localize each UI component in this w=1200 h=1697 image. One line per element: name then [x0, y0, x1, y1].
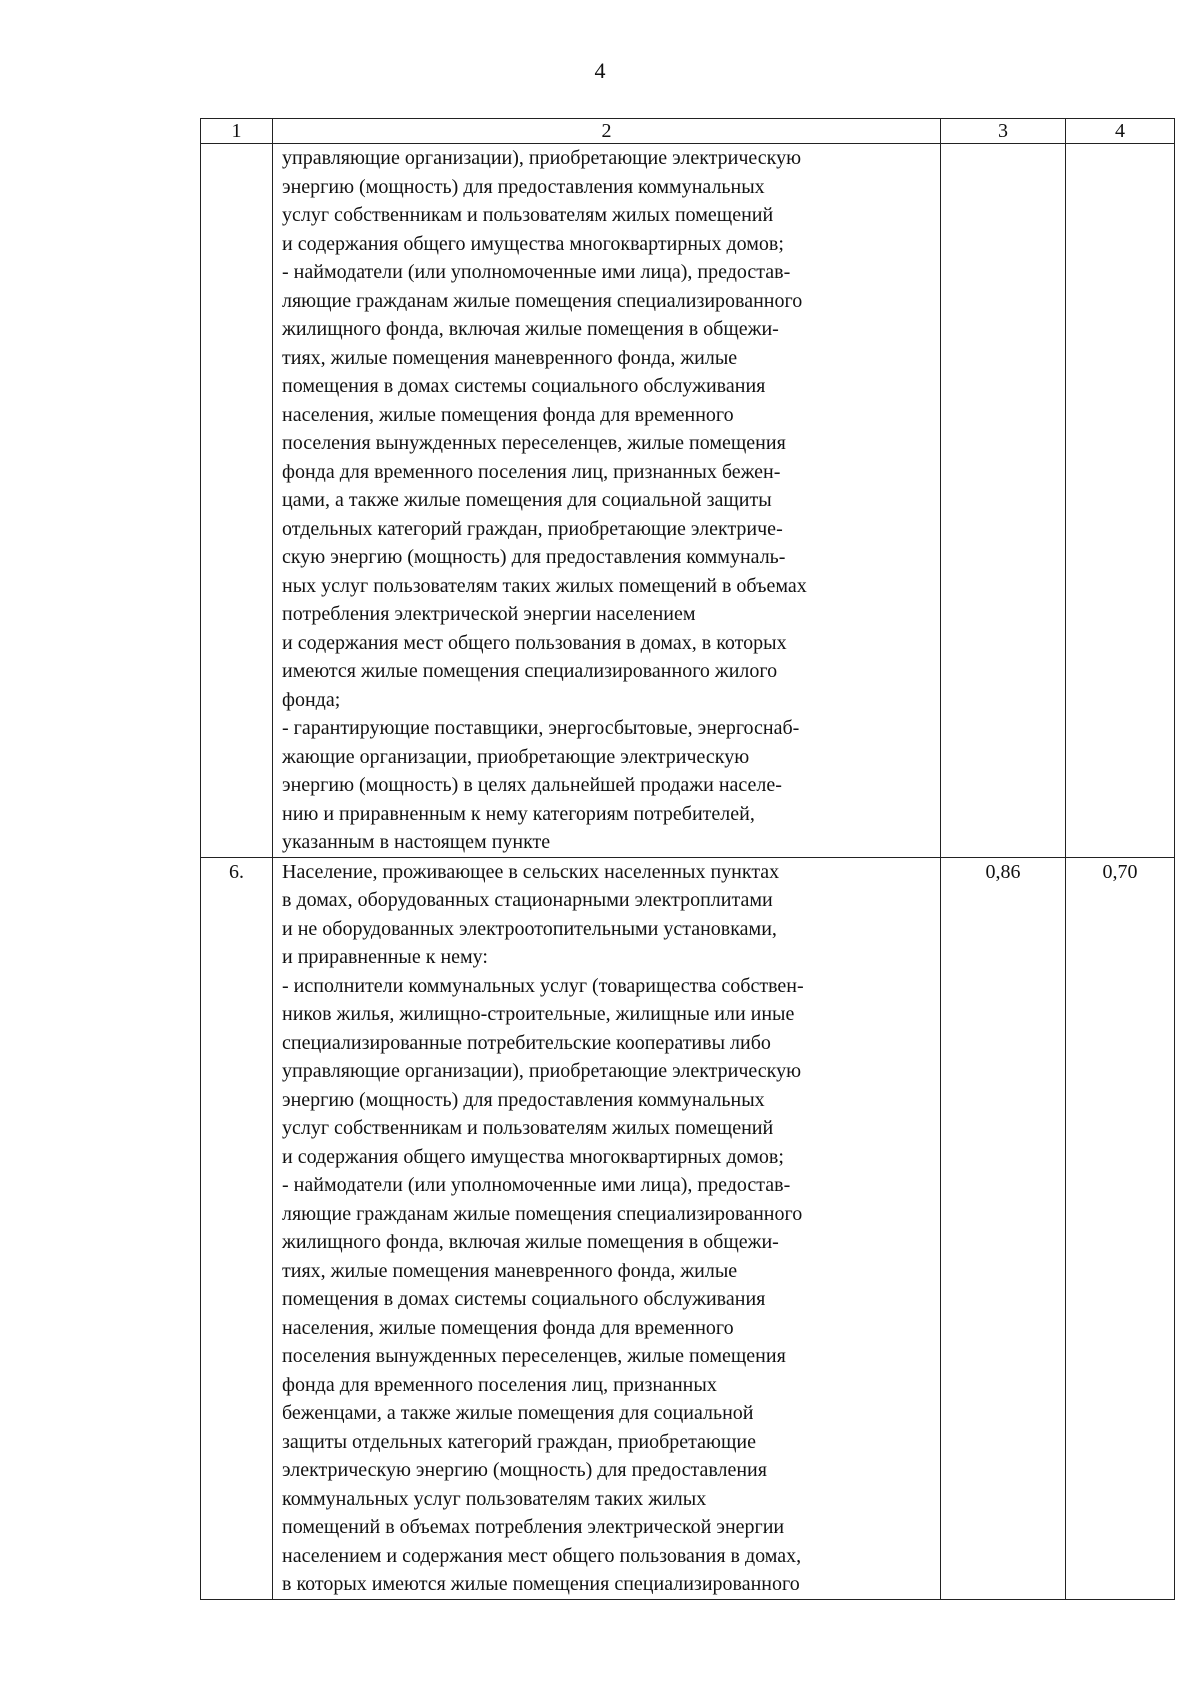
text-line: и приравненные к нему:	[282, 946, 488, 968]
text-line: населения, жилые помещения фонда для временного	[282, 403, 734, 426]
text-line: - исполнители коммунальных услуг (товарищества собствен-	[282, 974, 804, 997]
text-line: скую энергию (мощность) для предоставления коммуналь-	[282, 546, 786, 568]
text-line: - наймодатели (или уполномоченные ими лица), предостав-	[282, 261, 791, 283]
text-line: Население, проживающее в сельских населенных пунктах	[282, 860, 780, 883]
text-line: ных услуг пользователям таких жилых помещений в объемах	[282, 574, 807, 597]
text-line: ляющие гражданам жилые помещения специализированного	[282, 1202, 803, 1225]
text-line: управляющие организации), приобретающие электрическую	[282, 1060, 802, 1082]
text-line: потребления электрической энергии населением	[282, 603, 696, 625]
header-col-3: 3	[941, 119, 1066, 144]
text-line: - наймодатели (или уполномоченные ими лица), предостав-	[282, 1174, 791, 1196]
text-line: коммунальных услуг пользователям таких жилых	[282, 1487, 707, 1510]
text-line: и содержания мест общего пользования в домах, в которых	[282, 631, 787, 654]
text-line: ников жилья, жилищно-строительные, жилищные или иные	[282, 1003, 795, 1025]
text-line: поселения вынужденных переселенцев, жилые помещения	[282, 432, 786, 454]
text-line: фонда для временного поселения лиц, признанных	[282, 1373, 717, 1396]
text-line: поселения вынужденных переселенцев, жилые помещения	[282, 1345, 786, 1367]
text-line: жающие организации, приобретающие электрическую	[282, 745, 750, 768]
text-line: беженцами, а также жилые помещения для социальной	[282, 1402, 754, 1424]
text-line: тиях, жилые помещения маневренного фонда, жилые	[282, 346, 738, 369]
text-line: отдельных категорий граждан, приобретающие электриче-	[282, 517, 783, 540]
text-line: помещения в домах системы социального обслуживания	[282, 375, 766, 397]
row-value-col4	[1066, 144, 1175, 858]
text-line: и не оборудованных электроотопительными установками,	[282, 917, 777, 940]
text-line: указанным в настоящем пункте	[282, 831, 551, 853]
header-col-1: 1	[201, 119, 273, 144]
text-line: и содержания общего имущества многоквартирных домов;	[282, 1145, 784, 1168]
text-line: услуг собственникам и пользователям жилых помещений	[282, 204, 774, 226]
text-line: специализированные потребительские кооперативы либо	[282, 1031, 771, 1054]
text-line: ляющие гражданам жилые помещения специализированного	[282, 289, 803, 312]
text-line: имеются жилые помещения специализированного жилого	[282, 660, 778, 682]
text-line: фонда;	[282, 688, 341, 711]
text-line: фонда для временного поселения лиц, признанных бежен-	[282, 460, 781, 483]
header-col-4: 4	[1066, 119, 1175, 144]
row-value-col3: 0,86	[941, 857, 1066, 1599]
text-line: в которых имеются жилые помещения специализированного	[282, 1573, 800, 1595]
text-line: помещения в домах системы социального обслуживания	[282, 1288, 766, 1310]
text-line: населения, жилые помещения фонда для временного	[282, 1316, 734, 1339]
text-line: помещений в объемах потребления электрической энергии	[282, 1516, 785, 1538]
text-line: тиях, жилые помещения маневренного фонда, жилые	[282, 1259, 738, 1282]
tariff-table	[200, 118, 1175, 1600]
text-line: в домах, оборудованных стационарными электроплитами	[282, 889, 773, 911]
header-col-2: 2	[273, 119, 941, 144]
row-number-cell	[201, 144, 273, 858]
text-line: жилищного фонда, включая жилые помещения в общежи-	[282, 1231, 779, 1253]
row-value-col4: 0,70	[1066, 857, 1175, 1599]
text-line: населением и содержания мест общего пользования в домах,	[282, 1544, 802, 1567]
text-line: - гарантирующие поставщики, энергосбытовые, энергоснаб-	[282, 717, 800, 739]
text-line: услуг собственникам и пользователям жилых помещений	[282, 1117, 774, 1139]
text-line: нию и приравненным к нему категориям потребителей,	[282, 802, 755, 825]
table-row	[201, 857, 1175, 1599]
row-description-cell	[273, 144, 941, 858]
row-description-cell	[273, 857, 941, 1599]
text-line: цами, а также жилые помещения для социальной защиты	[282, 489, 772, 511]
text-line: защиты отдельных категорий граждан, приобретающие	[282, 1430, 756, 1453]
text-line: энергию (мощность) для предоставления коммунальных	[282, 175, 765, 198]
text-line: энергию (мощность) в целях дальнейшей продажи населе-	[282, 774, 782, 796]
table-row	[201, 144, 1175, 858]
text-line: электрическую энергию (мощность) для предоставления	[282, 1459, 767, 1481]
page-number: 4	[594, 58, 606, 83]
row-value-col3	[941, 144, 1066, 858]
text-line: и содержания общего имущества многоквартирных домов;	[282, 232, 784, 255]
text-line: управляющие организации), приобретающие электрическую	[282, 147, 802, 169]
text-line: жилищного фонда, включая жилые помещения в общежи-	[282, 318, 779, 340]
table-header-row	[201, 119, 1175, 144]
row-number-cell: 6.	[201, 857, 273, 1599]
text-line: энергию (мощность) для предоставления коммунальных	[282, 1088, 765, 1111]
